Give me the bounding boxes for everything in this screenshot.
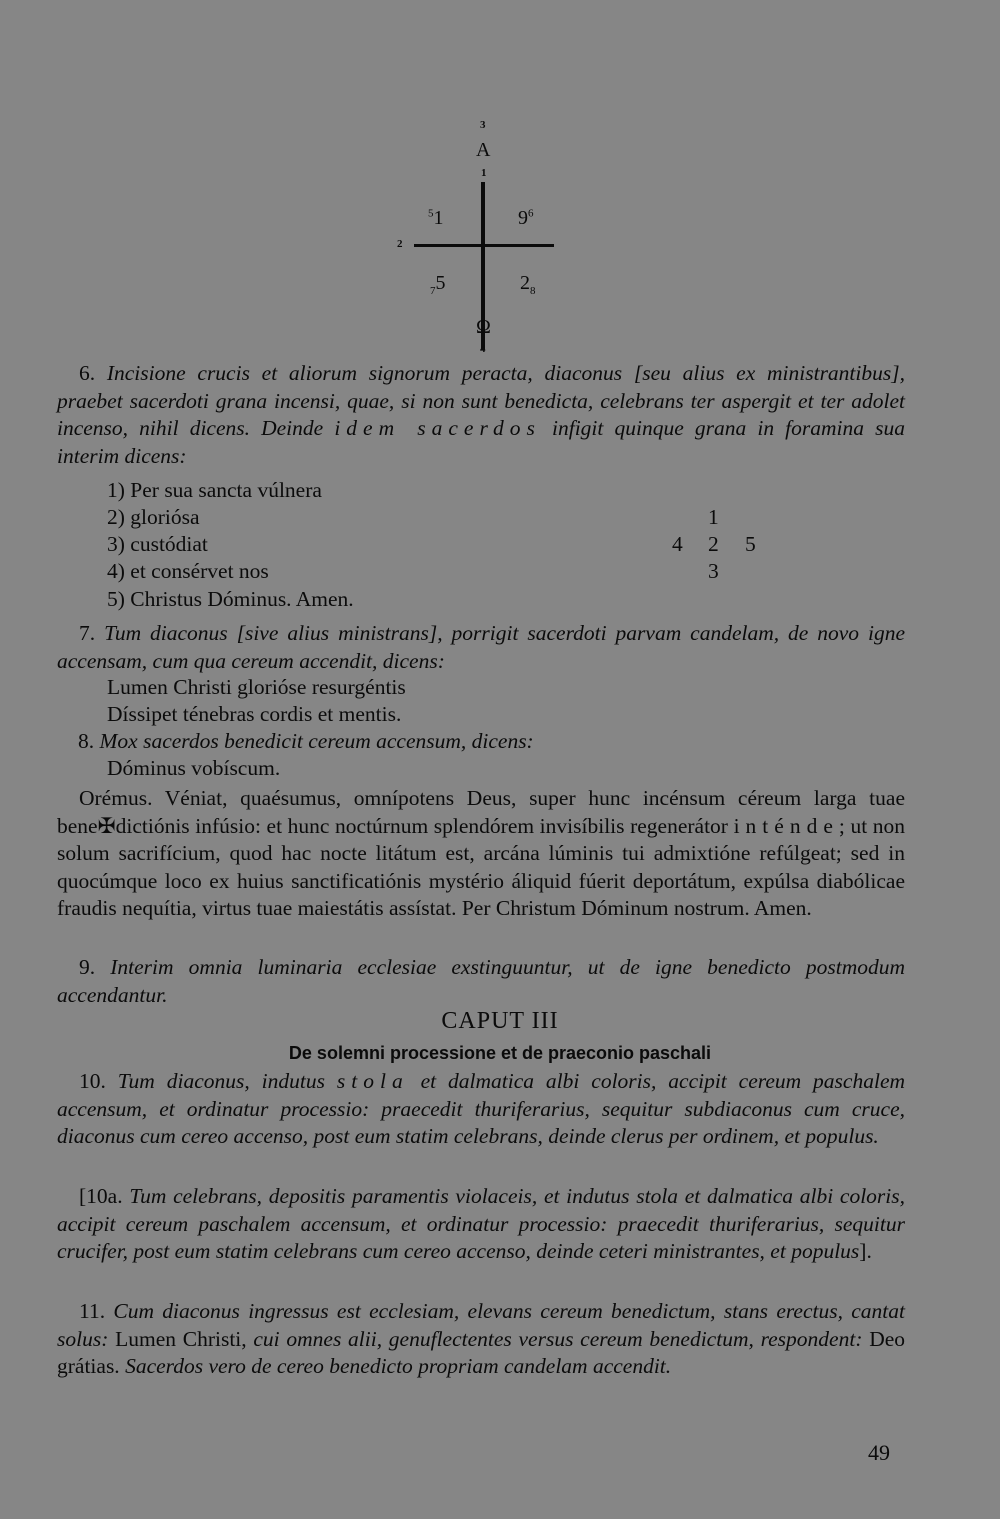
paragraph-8 — [78, 728, 534, 755]
paragraph-10 — [57, 1068, 905, 1151]
rubric-text: Incisione crucis et aliorum signorum peracta, diaconus [seu alius ex ministrantibus], praebet sacerdoti grana incensi, quae, si non sunt benedicta, celebrans ter aspergit et ter adolet incenso, nihil dicens. Deinde — [57, 361, 905, 440]
rubric-text: Tum celebrans, depositis paramentis violaceis, et indutus stola et dalmatica albi coloris, accipit cereum paschalem accensum, et ordinatur processio: praecedit thuriferarius, sequitur crucifer, post eum statim celebrans cum cereo accenso, deinde ceteri ministrantes, et populus — [57, 1184, 905, 1263]
omega-letter: Ω — [476, 316, 491, 338]
paragraph-10a: [10a. Tum celebrans, depositis paramentis violaceis, et indutus stola et dalmatica albi coloris, accipit cereum paschalem accensum, et ordinatur processio: praecedit thuriferarius, sequitur crucifer, post eum statim celebrans cum cereo accenso, deinde ceteri ministrantes, et populus]. — [57, 1184, 905, 1263]
chant-text: Lumen Christi, — [115, 1326, 247, 1351]
alpha-letter: A — [476, 139, 491, 161]
prayer-line: 2) gloriósa — [107, 505, 200, 529]
paragraph-number: 11. — [79, 1299, 106, 1323]
rubric-text: Tum diaconus, indutus — [117, 1069, 325, 1093]
oremus-prayer: Orémus. Véniat, quaésumus, omnípotens Deus, super hunc incénsum céreum larga tuae bene✠dictiónis infúsio: et hunc noctúrnum splendórem invisíbilis regenerátor inténde; ut non solum sacrifícium, quod hac nocte litátum est, arcána lúminis tui admixtióne refúlgeat; sed in quocúmque loco ex huius sanctificatiónis mystério áliquid fúerit deportátum, expúlsa diabólicae fraudis nequítia, virtus tuae maiestátis assístat. Per Christum Dóminum nostrum. Amen. — [57, 786, 906, 920]
cross-top-number: 1 — [481, 167, 487, 179]
paragraph-number: 9. — [79, 955, 96, 979]
paragraph-number: 10. — [79, 1069, 106, 1093]
prayer-line: 5) Christus Dóminus. Amen. — [107, 587, 354, 611]
paragraph-6 — [57, 360, 905, 470]
grain-position-1: 1 — [708, 505, 719, 529]
prayer-line: 4) et consérvet nos — [107, 559, 269, 583]
chapter-heading: CAPUT III — [441, 1008, 559, 1034]
prayer-line: Díssipet ténebras cordis et mentis. — [107, 702, 402, 726]
paragraph-11 — [57, 1298, 905, 1381]
cross-lower-right-number: $2_8$ — [520, 272, 536, 297]
cross-upper-right-number: $9^6$ — [518, 207, 534, 229]
cross-horizontal-bar — [414, 244, 554, 247]
cross-top-small: 3 — [480, 119, 486, 131]
cross-left-number: 2 — [397, 238, 403, 250]
paragraph-number: 8. — [78, 729, 95, 753]
spaced-text: inténde — [733, 813, 839, 838]
blessing-cross-icon: ✠ — [97, 813, 116, 838]
grain-position-2: 2 — [708, 532, 719, 556]
paragraph-number: [10a. — [79, 1184, 123, 1208]
chapter-subtitle: De solemni processione et de praeconio paschali — [288, 1043, 712, 1063]
spaced-text: stola — [336, 1069, 409, 1093]
paragraph-number: 7. — [79, 621, 96, 645]
paragraph-7 — [57, 620, 905, 675]
rubric-text: infigit quinque grana in foramina sua interim dicens: — [57, 416, 906, 468]
grain-position-5: 5 — [745, 532, 756, 556]
rubric-text: Mox sacerdos benedicit cereum accensum, dicens: — [99, 729, 534, 753]
page-number: 49 — [868, 1440, 890, 1465]
prayer-line: 3) custódiat — [107, 532, 208, 556]
rubric-text: Sacerdos vero de cereo benedicto propriam candelam accendit. — [125, 1354, 672, 1378]
paragraph-9 — [57, 954, 905, 1009]
prayer-line: 1) Per sua sancta vúlnera — [107, 478, 322, 502]
rubric-text: Interim omnia luminaria ecclesiae exstinguuntur, ut de igne benedicto postmodum accendantur. — [57, 955, 905, 1007]
prayer-line: Lumen Christi glorióse resurgéntis — [107, 675, 406, 699]
rubric-text: Cum diaconus ingressus est ecclesiam, elevans cereum benedictum, stans erectus, cantat solus: — [57, 1299, 906, 1351]
response-text: Deo grátias. — [57, 1326, 906, 1378]
cross-lower-left-number: $_7$5 — [430, 272, 446, 297]
spaced-text: idem sacerdos — [334, 416, 541, 440]
rubric-text: et dalmatica albi coloris, accipit cereum paschalem accensum, et ordinatur processio: praecedit thuriferarius, sequitur subdiaconus cum cruce, diaconus cum cereo accenso, post eum statim celebrans, deinde clerus per ordinem, et populus. — [57, 1069, 906, 1148]
cross-upper-left-number: $^5$1 — [428, 207, 444, 229]
prayer-line: Dóminus vobíscum. — [107, 756, 281, 780]
grain-position-3: 3 — [708, 559, 719, 583]
cross-diagram — [380, 110, 580, 360]
rubric-text: cui omnes alii, genuflectentes versus cereum benedictum, respondent: — [253, 1326, 863, 1351]
rubric-text: Tum diaconus [sive alius ministrans], porrigit sacerdoti parvam candelam, de novo igne accensam, cum qua cereum accendit, dicens: — [57, 621, 906, 673]
grain-position-4: 4 — [672, 532, 683, 556]
paragraph-number: 6. — [79, 361, 96, 385]
cross-bottom-small: 4 — [480, 343, 486, 355]
